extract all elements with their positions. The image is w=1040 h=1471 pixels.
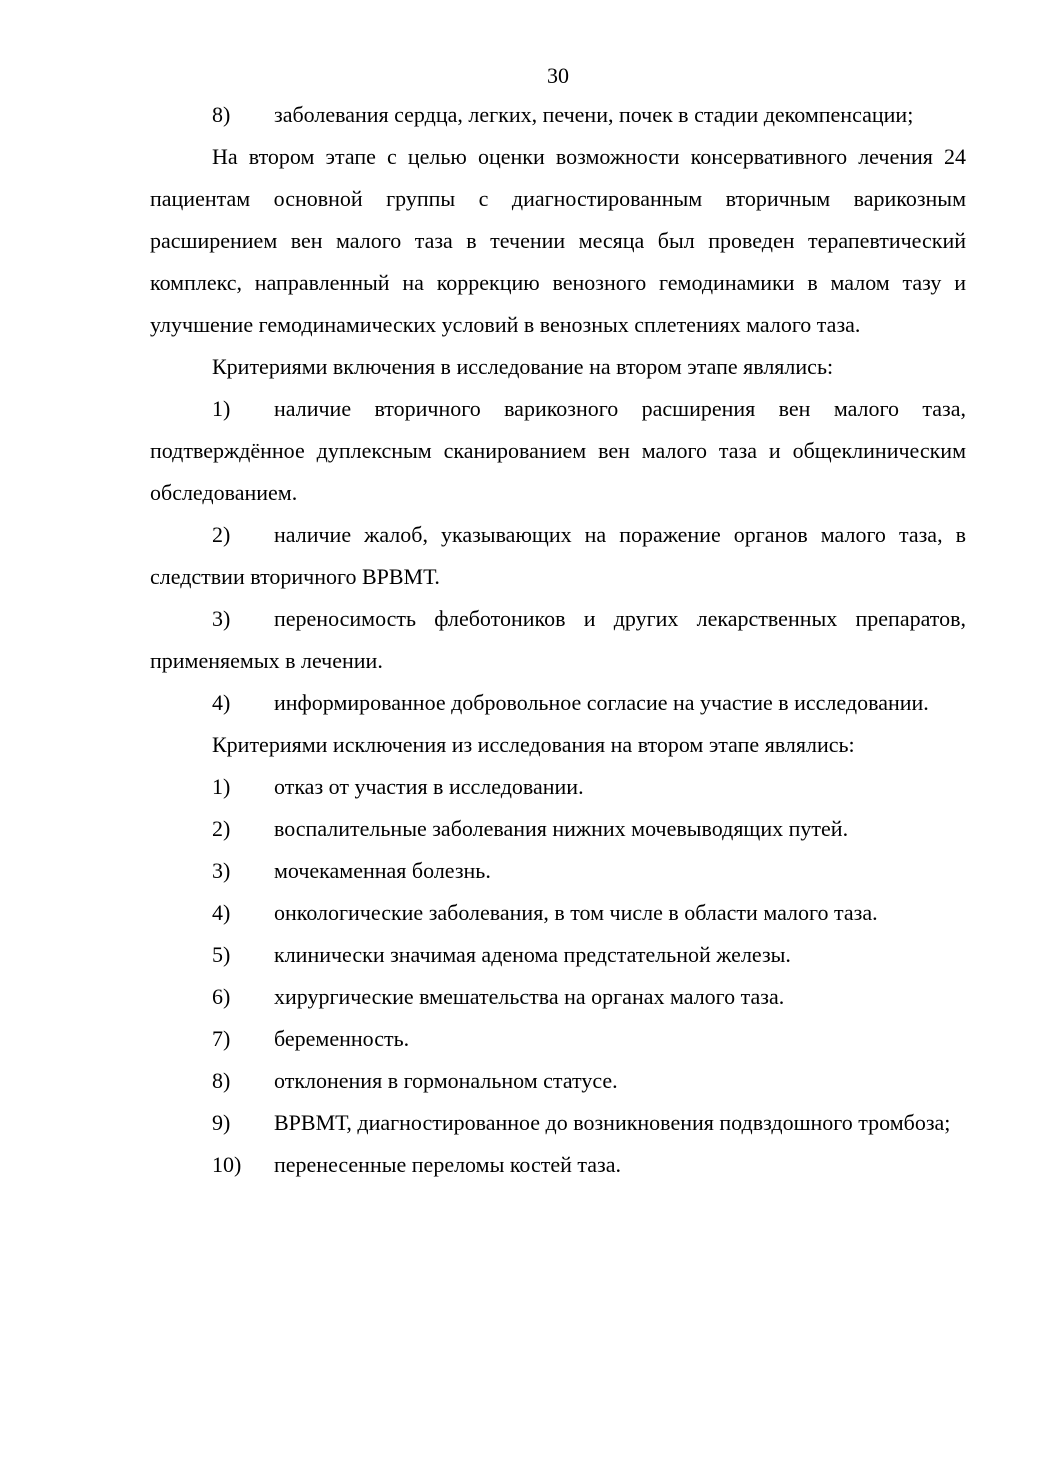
list-item-text: ВРВМТ, диагностированное до возникновения подвздошного тромбоза; (274, 1110, 951, 1135)
list-item (150, 682, 966, 724)
list-item (150, 1102, 966, 1144)
list-item (150, 388, 966, 514)
list-item-text: беременность. (274, 1026, 410, 1051)
list-item (150, 892, 966, 934)
list-item-number: 4) (212, 900, 231, 925)
list-item (150, 976, 966, 1018)
list-item-number: 8) (212, 1068, 231, 1093)
list-item (150, 514, 966, 598)
list-item-number: 2) (212, 816, 231, 841)
list-item-number: 7) (212, 1026, 231, 1051)
list-item-number: 3) (212, 606, 231, 631)
list-item-text: наличие жалоб, указывающих на поражение органов малого таза, в следствии вторичного ВРВМТ. (150, 522, 966, 589)
list-item-text: онкологические заболевания, в том числе в области малого таза. (274, 900, 878, 925)
list-item-text: отклонения в гормональном статусе. (274, 1068, 618, 1093)
paragraph-inclusion-criteria-heading: Критериями включения в исследование на втором этапе являлись: (212, 354, 834, 379)
list-item (150, 934, 966, 976)
paragraph: На втором этапе с целью оценки возможности консервативного лечения 24 пациентам основной группы с диагностированным вторичным варикозным расширением вен малого таза в течении месяца был проведен терапевтический комплекс, направленный на коррекцию венозного гемодинамики в малом тазу и улучшение гемодинамических условий в венозных сплетениях малого таза. (150, 144, 966, 337)
list-item-number: 4) (212, 690, 231, 715)
list-item-number: 10) (212, 1152, 242, 1177)
paragraph-exclusion-criteria-heading: Критериями исключения из исследования на втором этапе являлись: (212, 732, 855, 757)
list-item (150, 1018, 966, 1060)
list-item-text: хирургические вмешательства на органах малого таза. (274, 984, 785, 1009)
list-item-number: 1) (212, 396, 231, 421)
list-item-text: наличие вторичного варикозного расширения вен малого таза, подтверждённое дуплексным сканированием вен малого таза и общеклиническим обследованием. (150, 396, 966, 505)
document-body (150, 94, 966, 1186)
list-item-text: мочекаменная болезнь. (274, 858, 491, 883)
list-item-number: 8) (212, 102, 231, 127)
list-item-text: клинически значимая аденома предстательной железы. (274, 942, 791, 967)
list-item (150, 766, 966, 808)
list-item-number: 3) (212, 858, 231, 883)
list-item-text: воспалительные заболевания нижних мочевыводящих путей. (274, 816, 849, 841)
list-item-text: заболевания сердца, легких, печени, почек в стадии декомпенсации; (274, 102, 914, 127)
list-item (150, 850, 966, 892)
list-item-number: 9) (212, 1110, 231, 1135)
list-item-text: отказ от участия в исследовании. (274, 774, 584, 799)
list-item (150, 598, 966, 682)
list-item-number: 2) (212, 522, 231, 547)
list-item (150, 1060, 966, 1102)
list-item-number: 1) (212, 774, 231, 799)
list-item-number: 6) (212, 984, 231, 1009)
list-item (150, 1144, 966, 1186)
list-item-number: 5) (212, 942, 231, 967)
list-item-text: переносимость флеботоников и других лекарственных препаратов, применяемых в лечении. (150, 606, 966, 673)
list-item-text: перенесенные переломы костей таза. (274, 1152, 621, 1177)
list-item-text: информированное добровольное согласие на участие в исследовании. (274, 690, 929, 715)
list-item (150, 808, 966, 850)
page-number: 30 (547, 63, 569, 88)
list-item (150, 94, 966, 136)
